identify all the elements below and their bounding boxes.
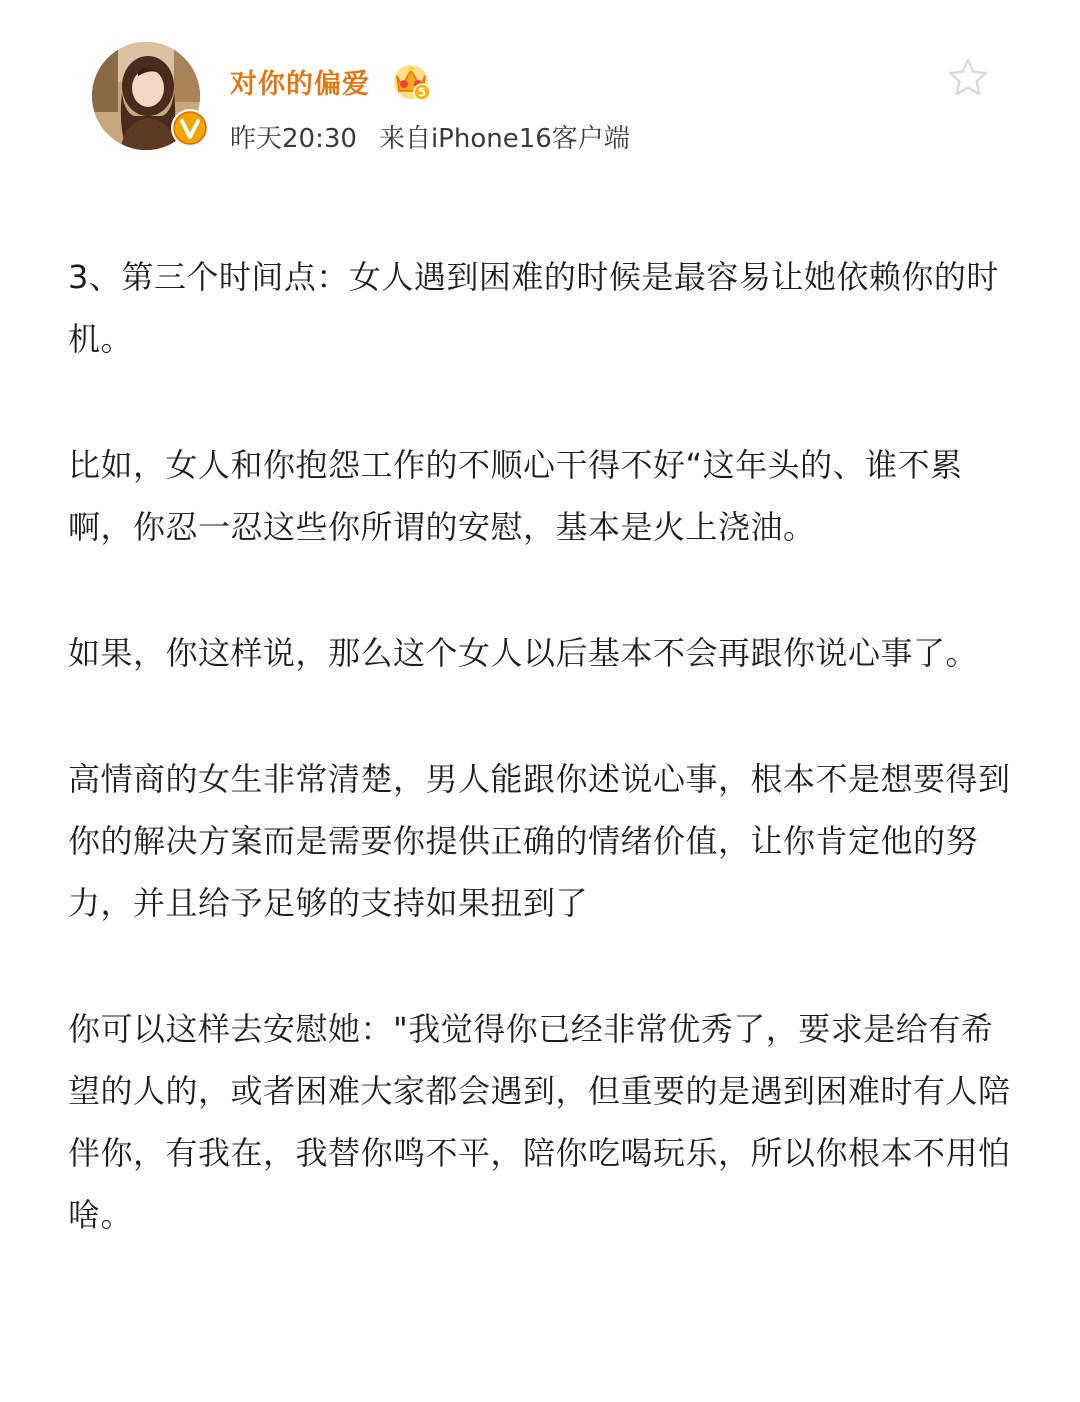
post-meta <box>230 118 630 155</box>
post-paragraph-5: 你可以这样去安慰她："我觉得你已经非常优秀了，要求是给有希望的人的，或者困难大家都会遇到，但重要的是遇到困难时有人陪伴你，有我在，我替你鸣不平，陪你吃喝玩乐，所以你根本不用怕啥。 <box>68 1010 1011 1234</box>
post-time: 昨天20:30 <box>230 124 357 154</box>
verified-v-icon <box>170 108 210 148</box>
post-header <box>0 0 1080 190</box>
post-source: 来自iPhone16客户端 <box>378 124 630 154</box>
post-paragraph-3: 如果，你这样说，那么这个女人以后基本不会再跟你说心事了。 <box>68 634 979 672</box>
star-outline-icon[interactable] <box>946 56 990 100</box>
post-body <box>68 246 1018 1310</box>
vip-level: 5 <box>417 85 427 100</box>
vip-crown-icon[interactable] <box>390 60 432 102</box>
author-name[interactable]: 对你的偏爱 <box>230 69 370 100</box>
post-paragraph-1: 3、第三个时间点：女人遇到困难的时候是最容易让她依赖你的时机。 <box>68 258 999 358</box>
post-paragraph-4: 高情商的女生非常清楚，男人能跟你述说心事，根本不是想要得到你的解决方案而是需要你提供正确的情绪价值，让你肯定他的努力，并且给予足够的支持如果扭到了 <box>68 760 1011 922</box>
post-paragraph-2: 比如，女人和你抱怨工作的不顺心干得不好“这年头的、谁不累啊，你忍一忍这些你所谓的安慰，基本是火上浇油。 <box>68 446 963 546</box>
avatar-container[interactable] <box>92 42 200 150</box>
